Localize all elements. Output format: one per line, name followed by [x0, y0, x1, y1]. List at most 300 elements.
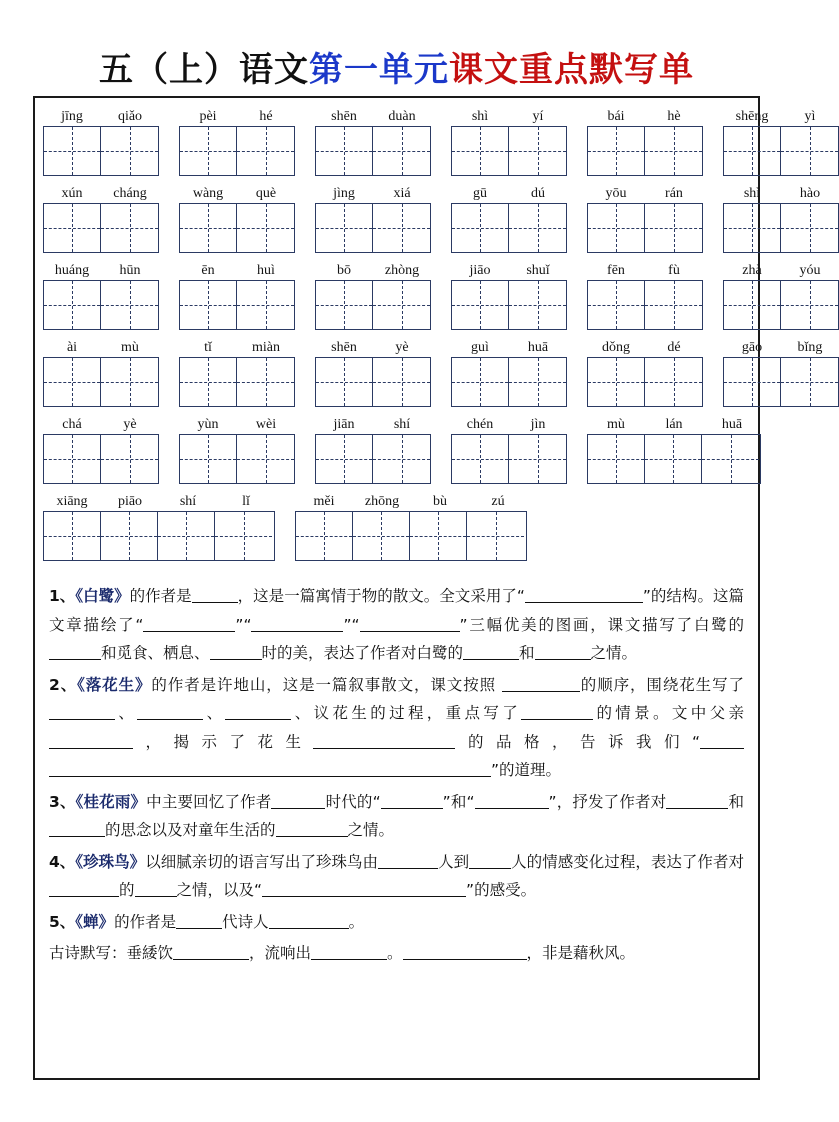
word-group: [43, 261, 159, 330]
tianzige-cell[interactable]: [373, 127, 430, 175]
tianzige-cell[interactable]: [180, 358, 237, 406]
writing-cells[interactable]: [179, 357, 295, 407]
pinyin-syllable: shì: [471, 109, 489, 124]
tianzige-cell[interactable]: [781, 358, 838, 406]
word-group: [315, 261, 431, 330]
answer-blank[interactable]: [173, 944, 249, 960]
tianzige-cell[interactable]: [44, 358, 101, 406]
tianzige-cell[interactable]: [373, 281, 430, 329]
word-group: [723, 338, 839, 407]
word-group: [295, 492, 527, 561]
word-group: [451, 415, 567, 484]
question-number: 4、: [49, 852, 76, 871]
writing-cells[interactable]: [43, 126, 159, 176]
pinyin-syllable: yōu: [605, 186, 627, 201]
pinyin-syllable: jīng: [61, 109, 83, 124]
question-text: ”的感受。: [466, 881, 537, 899]
pinyin-syllable: hé: [259, 109, 273, 124]
book-title: 《桂花雨》: [75, 792, 147, 811]
pinyin-syllable: huā: [527, 340, 549, 355]
pinyin-line: [587, 415, 761, 434]
tianzige-cell[interactable]: [237, 358, 294, 406]
answer-blank[interactable]: [49, 733, 133, 749]
poem-dictation-line: [49, 939, 744, 968]
tianzige-cell[interactable]: [410, 512, 467, 560]
question-text: 、议花生的过程，重点写了: [291, 704, 522, 722]
word-group: [43, 338, 159, 407]
pinyin-line: [587, 184, 703, 203]
pinyin-line: [315, 338, 431, 357]
writing-cells[interactable]: [587, 280, 703, 330]
answer-blank[interactable]: [276, 821, 348, 837]
tianzige-cell[interactable]: [316, 204, 373, 252]
question-text: 和: [728, 792, 744, 811]
tianzige-cell[interactable]: [452, 358, 509, 406]
question-text: 、: [203, 704, 226, 722]
writing-cells[interactable]: [43, 203, 159, 253]
pinyin-syllable: duàn: [388, 109, 416, 124]
answer-blank[interactable]: [225, 704, 291, 720]
pinyin-syllable: xiá: [393, 186, 411, 201]
pinyin-line: [451, 338, 567, 357]
pinyin-syllable: zhà: [742, 263, 762, 278]
tianzige-cell[interactable]: [237, 204, 294, 252]
tianzige-cell[interactable]: [296, 512, 353, 560]
answer-blank[interactable]: [403, 944, 527, 960]
writing-cells[interactable]: [315, 357, 431, 407]
tianzige-cell[interactable]: [316, 127, 373, 175]
word-group: [587, 261, 703, 330]
question-text: 和: [519, 644, 535, 662]
pinyin-grid-row: [43, 108, 816, 176]
pinyin-grid-row: [43, 185, 821, 253]
pinyin-syllable: dú: [531, 186, 545, 201]
question-text: 人的情感变化过程，表达了作者对: [511, 852, 744, 871]
answer-blank[interactable]: [135, 881, 177, 897]
pinyin-syllable: xiāng: [56, 494, 88, 509]
tianzige-cell[interactable]: [781, 204, 838, 252]
writing-cells[interactable]: [315, 126, 431, 176]
tianzige-cell[interactable]: [44, 127, 101, 175]
book-title: 《白鹭》: [75, 587, 130, 605]
question-number: 2、: [49, 675, 78, 694]
question-text: 古诗默写：垂緌饮: [49, 944, 174, 962]
tianzige-cell[interactable]: [158, 512, 215, 560]
question-text: 。: [348, 912, 365, 931]
pinyin-line: [451, 261, 567, 280]
writing-cells[interactable]: [315, 280, 431, 330]
tianzige-cell[interactable]: [588, 127, 645, 175]
pinyin-grid-row: [43, 416, 750, 484]
pinyin-grid-row: [43, 339, 823, 407]
pinyin-syllable: shēn: [331, 109, 357, 124]
answer-blank[interactable]: [49, 644, 101, 660]
tianzige-cell[interactable]: [588, 358, 645, 406]
pinyin-syllable: wàng: [192, 186, 224, 201]
tianzige-cell[interactable]: [724, 204, 781, 252]
question-text: 以细腻亲切的语言写出了珍珠鸟由: [145, 852, 379, 871]
answer-blank[interactable]: [502, 676, 580, 692]
writing-cells[interactable]: [179, 203, 295, 253]
tianzige-cell[interactable]: [509, 127, 566, 175]
writing-cells[interactable]: [43, 434, 159, 484]
questions-area: [35, 574, 758, 968]
answer-blank[interactable]: [176, 913, 222, 929]
question-text: ，这是一篇寓情于物的散文。全文采用了“: [237, 587, 525, 605]
tianzige-cell[interactable]: [452, 127, 509, 175]
pinyin-syllable: jiān: [333, 417, 355, 432]
tianzige-cell[interactable]: [781, 127, 838, 175]
answer-blank[interactable]: [475, 793, 549, 809]
pinyin-syllable: zú: [491, 494, 505, 509]
pinyin-line: [587, 338, 703, 357]
question-text: 时的美，表达了作者对白鹭的: [261, 644, 464, 662]
question-text: ”和“: [442, 792, 475, 811]
word-group: [587, 184, 703, 253]
pinyin-syllable: huáng: [54, 263, 90, 278]
tianzige-cell[interactable]: [101, 512, 158, 560]
word-group: [315, 107, 431, 176]
answer-blank[interactable]: [378, 853, 438, 869]
writing-cells[interactable]: [43, 511, 275, 561]
question-text: ”三幅优美的图画，课文描写了白鹭的: [459, 615, 745, 634]
answer-blank[interactable]: [666, 793, 728, 809]
pinyin-syllable: jìn: [530, 417, 546, 432]
tianzige-cell[interactable]: [316, 281, 373, 329]
answer-blank[interactable]: [381, 793, 443, 809]
pinyin-line: [723, 261, 839, 280]
pinyin-syllable: piāo: [117, 494, 143, 509]
writing-cells[interactable]: [451, 357, 567, 407]
writing-cells[interactable]: [587, 203, 703, 253]
pinyin-syllable: chén: [466, 417, 494, 432]
word-group: [43, 415, 159, 484]
pinyin-syllable: wèi: [255, 417, 277, 432]
tianzige-cell[interactable]: [180, 281, 237, 329]
word-group: [723, 184, 839, 253]
pinyin-line: [723, 338, 839, 357]
answer-blank[interactable]: [49, 881, 119, 897]
answer-blank[interactable]: [469, 853, 511, 869]
writing-cells[interactable]: [179, 280, 295, 330]
answer-blank[interactable]: [210, 644, 262, 660]
tianzige-cell[interactable]: [101, 127, 158, 175]
question-text: 的: [119, 881, 135, 899]
tianzige-cell[interactable]: [645, 358, 702, 406]
question-item: [49, 582, 744, 668]
pinyin-syllable: shì: [743, 186, 761, 201]
pinyin-syllable: lán: [665, 417, 683, 432]
tianzige-cell[interactable]: [509, 204, 566, 252]
pinyin-syllable: mù: [607, 417, 625, 432]
pinyin-syllable: miàn: [252, 340, 280, 355]
pinyin-syllable: jiāo: [469, 263, 491, 278]
word-group: [587, 338, 703, 407]
tianzige-cell[interactable]: [373, 358, 430, 406]
writing-cells[interactable]: [43, 280, 159, 330]
pinyin-line: [179, 415, 295, 434]
question-item: [49, 788, 744, 845]
question-text: 之情，以及“: [176, 881, 263, 899]
word-group: [315, 338, 431, 407]
worksheet-frame: [33, 96, 823, 1080]
question-text: 的顺序，围绕花生写了: [579, 675, 744, 694]
tianzige-cell[interactable]: [509, 358, 566, 406]
tianzige-cell[interactable]: [645, 281, 702, 329]
answer-blank[interactable]: [137, 704, 203, 720]
tianzige-cell[interactable]: [509, 435, 566, 483]
tianzige-cell[interactable]: [353, 512, 410, 560]
question-text: ”的道理。: [491, 761, 562, 779]
pinyin-syllable: yè: [395, 340, 409, 355]
pinyin-syllable: yùn: [197, 417, 219, 432]
word-group: [315, 415, 431, 484]
question-text: 的思念以及对童年生活的: [105, 821, 276, 839]
pinyin-line: [43, 261, 159, 280]
pinyin-grid-row: [43, 493, 750, 561]
writing-cells[interactable]: [723, 126, 839, 176]
pinyin-line: [315, 415, 431, 434]
writing-cells[interactable]: [315, 434, 431, 484]
question-text: ，揭示了花生: [133, 732, 314, 751]
tianzige-cell[interactable]: [237, 281, 294, 329]
writing-cells[interactable]: [723, 280, 839, 330]
question-text: ”，抒发了作者对: [548, 792, 667, 811]
question-item: [49, 908, 744, 937]
writing-cells[interactable]: [587, 357, 703, 407]
tianzige-cell[interactable]: [316, 358, 373, 406]
pinyin-line: [179, 184, 295, 203]
pinyin-line: [587, 107, 703, 126]
tianzige-cell[interactable]: [588, 435, 645, 483]
tianzige-cell[interactable]: [373, 435, 430, 483]
pinyin-syllable: shí: [179, 494, 197, 509]
answer-blank[interactable]: [313, 733, 455, 749]
tianzige-cell[interactable]: [316, 435, 373, 483]
answer-blank[interactable]: [311, 944, 387, 960]
answer-blank[interactable]: [262, 881, 466, 897]
tianzige-cell[interactable]: [44, 204, 101, 252]
writing-cells[interactable]: [179, 434, 295, 484]
pinyin-line: [43, 184, 159, 203]
tianzige-cell[interactable]: [180, 204, 237, 252]
question-text: 的作者是: [114, 912, 177, 931]
answer-blank[interactable]: [251, 616, 343, 632]
book-title: 《珍珠鸟》: [75, 852, 146, 871]
writing-cells[interactable]: [451, 434, 567, 484]
writing-cells[interactable]: [315, 203, 431, 253]
tianzige-cell[interactable]: [645, 435, 702, 483]
tianzige-cell[interactable]: [373, 204, 430, 252]
writing-cells[interactable]: [43, 357, 159, 407]
answer-blank[interactable]: [143, 616, 235, 632]
answer-blank[interactable]: [463, 644, 519, 660]
question-text: ，流响出: [249, 944, 312, 962]
pinyin-syllable: xún: [61, 186, 83, 201]
writing-cells[interactable]: [451, 280, 567, 330]
pinyin-syllable: hūn: [119, 263, 141, 278]
question-text: 的作者是许地山，这是一篇叙事散文，课文按照: [151, 675, 502, 694]
pinyin-syllable: tǐ: [204, 340, 212, 355]
pinyin-line: [179, 107, 295, 126]
pinyin-syllable: mù: [121, 340, 139, 355]
book-title: 《蝉》: [75, 912, 115, 931]
pinyin-syllable: dǒng: [602, 340, 630, 355]
pinyin-syllable: huì: [257, 263, 275, 278]
word-group: [587, 107, 703, 176]
writing-cells[interactable]: [451, 126, 567, 176]
pinyin-syllable: guì: [471, 340, 489, 355]
pinyin-syllable: bō: [337, 263, 351, 278]
word-group: [451, 184, 567, 253]
pinyin-syllable: ēn: [201, 263, 215, 278]
question-text: 之情。: [347, 821, 395, 839]
writing-cells[interactable]: [295, 511, 527, 561]
pinyin-grid-row: [43, 262, 821, 330]
tianzige-cell[interactable]: [101, 281, 158, 329]
writing-cells[interactable]: [587, 434, 761, 484]
title-segment-grade: 五（上）语文: [99, 50, 309, 90]
pinyin-syllable: fù: [668, 263, 680, 278]
pinyin-syllable: pèi: [199, 109, 217, 124]
pinyin-line: [43, 338, 159, 357]
pinyin-syllable: yí: [532, 109, 544, 124]
question-text: 、: [115, 704, 138, 722]
pinyin-line: [295, 492, 527, 511]
question-text: ，非是藉秋风。: [526, 944, 636, 962]
tianzige-cell[interactable]: [101, 358, 158, 406]
tianzige-cell[interactable]: [452, 435, 509, 483]
tianzige-cell[interactable]: [101, 204, 158, 252]
tianzige-cell[interactable]: [588, 204, 645, 252]
pinyin-line: [43, 415, 159, 434]
tianzige-cell[interactable]: [180, 127, 237, 175]
pinyin-line: [451, 415, 567, 434]
question-text: 时代的“: [325, 792, 381, 811]
word-group: [723, 107, 839, 176]
word-group: [179, 261, 295, 330]
answer-blank[interactable]: [49, 821, 105, 837]
tianzige-cell[interactable]: [237, 127, 294, 175]
question-text: 的作者是: [129, 587, 192, 605]
question-text: 代诗人: [222, 912, 269, 931]
pinyin-line: [179, 338, 295, 357]
tianzige-cell[interactable]: [101, 435, 158, 483]
pinyin-syllable: shēn: [331, 340, 357, 355]
answer-blank[interactable]: [271, 793, 325, 809]
writing-cells[interactable]: [179, 126, 295, 176]
answer-blank[interactable]: [360, 616, 460, 632]
answer-blank[interactable]: [49, 704, 115, 720]
answer-blank[interactable]: [49, 761, 491, 777]
tianzige-cell[interactable]: [645, 204, 702, 252]
word-group: [43, 107, 159, 176]
answer-blank[interactable]: [521, 704, 593, 720]
word-group: [179, 338, 295, 407]
pinyin-line: [723, 184, 839, 203]
tianzige-cell[interactable]: [215, 512, 272, 560]
question-text: 的情景。文中父亲: [593, 704, 744, 722]
answer-blank[interactable]: [269, 913, 349, 929]
tianzige-cell[interactable]: [588, 281, 645, 329]
question-text: ”的结构。这篇文章描绘了“: [49, 587, 744, 634]
pinyin-syllable: yè: [123, 417, 137, 432]
pinyin-syllable: shēng: [735, 109, 769, 124]
pinyin-syllable: zhōng: [364, 494, 400, 509]
tianzige-cell[interactable]: [645, 127, 702, 175]
pinyin-syllable: gū: [473, 186, 487, 201]
tianzige-cell[interactable]: [509, 281, 566, 329]
question-item: [49, 848, 744, 905]
word-group: [451, 261, 567, 330]
tianzige-cell[interactable]: [44, 435, 101, 483]
pinyin-syllable: bái: [607, 109, 625, 124]
answer-blank[interactable]: [535, 644, 591, 660]
pinyin-syllable: rán: [665, 186, 683, 201]
tianzige-cell[interactable]: [781, 281, 838, 329]
pinyin-syllable: hè: [667, 109, 681, 124]
pinyin-syllable: bǐng: [797, 340, 823, 355]
pinyin-syllable: yì: [804, 109, 816, 124]
writing-cells[interactable]: [587, 126, 703, 176]
question-item: [49, 671, 744, 785]
tianzige-cell[interactable]: [452, 281, 509, 329]
tianzige-cell[interactable]: [724, 358, 781, 406]
pinyin-syllable: jìng: [333, 186, 355, 201]
tianzige-cell[interactable]: [724, 127, 781, 175]
writing-cells[interactable]: [451, 203, 567, 253]
pinyin-line: [315, 261, 431, 280]
question-text: 和觅食、栖息、: [101, 644, 210, 662]
word-group: [179, 415, 295, 484]
pinyin-line: [179, 261, 295, 280]
pinyin-syllable: chá: [62, 417, 82, 432]
word-group: [315, 184, 431, 253]
pinyin-line: [451, 107, 567, 126]
answer-blank[interactable]: [700, 733, 744, 749]
page-title: [0, 0, 793, 99]
pinyin-syllable: ài: [66, 340, 78, 355]
book-title: 《落花生》: [77, 675, 152, 694]
tianzige-cell[interactable]: [724, 281, 781, 329]
word-group: [451, 338, 567, 407]
pinyin-syllable: huā: [721, 417, 743, 432]
question-text: 之情。: [590, 644, 638, 662]
pinyin-syllable: què: [255, 186, 277, 201]
question-text: ”“: [235, 615, 252, 634]
word-group: [179, 107, 295, 176]
tianzige-cell[interactable]: [44, 281, 101, 329]
pinyin-syllable: shí: [393, 417, 411, 432]
tianzige-cell[interactable]: [702, 435, 759, 483]
title-segment-topic: 课文重点默写单: [449, 50, 694, 90]
writing-cells[interactable]: [723, 203, 839, 253]
word-group: [451, 107, 567, 176]
pinyin-syllable: gāo: [741, 340, 763, 355]
answer-blank[interactable]: [192, 587, 238, 603]
pinyin-line: [451, 184, 567, 203]
tianzige-cell[interactable]: [180, 435, 237, 483]
tianzige-cell[interactable]: [44, 512, 101, 560]
pinyin-syllable: qiǎo: [117, 109, 143, 124]
question-text: ”“: [343, 615, 360, 634]
tianzige-cell[interactable]: [467, 512, 524, 560]
word-group: [723, 261, 839, 330]
tianzige-cell[interactable]: [237, 435, 294, 483]
writing-cells[interactable]: [723, 357, 839, 407]
tianzige-cell[interactable]: [452, 204, 509, 252]
answer-blank[interactable]: [525, 587, 643, 603]
